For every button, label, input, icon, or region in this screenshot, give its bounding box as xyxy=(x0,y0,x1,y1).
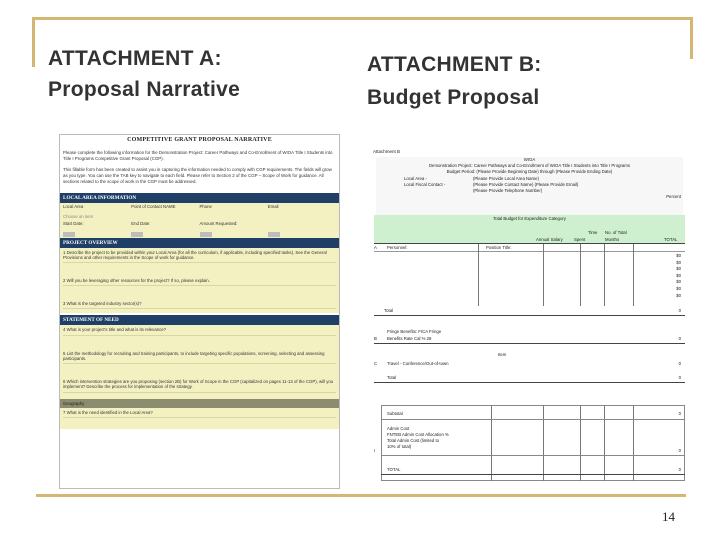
col-no-total: No. of Total xyxy=(605,230,627,235)
col-percent: Percent xyxy=(666,194,681,199)
col-divider-4 xyxy=(604,244,605,306)
col-divider-1 xyxy=(478,244,479,306)
admin-value: 0 xyxy=(678,448,681,453)
personnel-value-4: $0 xyxy=(676,272,681,278)
travel-total-value: 0 xyxy=(678,375,681,380)
budget-category-header xyxy=(374,215,685,243)
page-number: 14 xyxy=(662,509,675,524)
admin-line-2: FNTEB Admin Cost Allocation % xyxy=(387,432,449,437)
project-overview-fields xyxy=(60,248,339,314)
header-telephone xyxy=(376,188,683,194)
section-statement-of-need: STATEMENT OF NEED xyxy=(60,315,339,325)
rule-fringe xyxy=(374,343,685,344)
question-6: 6 Which intervention strategies are you proposing (section 2B) for Work of Scope in the CGP (capitalized on pages 11-13 of the CGP), will you implement? Describe the process for implementation of the strategy. xyxy=(63,379,334,390)
section-local-area: LOCAL AREA INFORMATION xyxy=(60,193,339,203)
summary-divider-2 xyxy=(543,405,544,481)
col-divider-3 xyxy=(580,244,581,306)
personnel-value-2: $0 xyxy=(676,259,681,265)
answer-4-field[interactable] xyxy=(63,335,336,347)
admin-line-1: Admin Cost xyxy=(387,426,410,431)
attachment-b-title xyxy=(367,48,542,114)
rule-grand-total xyxy=(381,474,685,475)
admin-letter: I xyxy=(374,448,376,453)
grand-total-label: TOTAL xyxy=(387,467,401,472)
col-spent: Spent xyxy=(574,237,586,242)
local-area-dropdown[interactable]: Choose an item xyxy=(63,214,94,220)
label-email: Email xyxy=(267,204,279,210)
rule-admin xyxy=(381,455,685,456)
extra-field[interactable] xyxy=(268,232,280,237)
form-intro xyxy=(63,150,336,185)
fringe-label: Fringe Benefits: FICA Fringe xyxy=(387,329,442,334)
local-area-labels-row2 xyxy=(60,220,339,231)
attachment-a-title-line1: ATTACHMENT A: xyxy=(48,47,222,70)
personnel-value-3: $0 xyxy=(676,266,681,272)
admin-cost-block xyxy=(387,426,449,450)
rule-subtotal xyxy=(381,419,685,420)
geography-bar: Geography xyxy=(60,399,339,408)
label-local-area: Local Area xyxy=(63,204,84,210)
travel-label: Travel - Conference/Out-of-town xyxy=(387,361,449,366)
answer-6-field[interactable] xyxy=(63,392,336,397)
rule-under-headers xyxy=(374,243,685,244)
admin-line-4: 10% of total) xyxy=(387,444,412,449)
question-4: 4 What is your project's title and what is its relevance? xyxy=(63,327,167,333)
budget-category-title: Total Budget for Expenditure Category xyxy=(493,216,566,221)
col-divider-5 xyxy=(633,244,634,306)
frame-right-line xyxy=(690,17,693,59)
row-b-letter: B xyxy=(374,336,377,341)
spacer xyxy=(60,185,339,193)
summary-divider-1 xyxy=(491,405,492,481)
label-end-date: End Date: xyxy=(131,220,151,226)
sheet-label: Attachment B xyxy=(373,149,401,154)
summary-divider-5 xyxy=(633,405,634,481)
label-amount-requested: Amount Requested: xyxy=(199,220,238,226)
attachment-a-title xyxy=(48,43,240,105)
section-project-overview: PROJECT OVERVIEW xyxy=(60,238,339,248)
frame-bottom-line xyxy=(36,494,686,497)
col-total: TOTAL xyxy=(664,237,678,242)
rule-personnel xyxy=(374,251,685,252)
question-7: 7 What is the need identified in the Local Area? xyxy=(63,409,153,415)
fringe-label-2: Benefits Rate Cal % 28 xyxy=(387,336,432,341)
travel-value: 0 xyxy=(678,361,681,366)
grand-total-value: 0 xyxy=(678,467,681,472)
answer-3-field[interactable] xyxy=(63,308,336,313)
fiscal-contact-label: Local Fiscal Contact - xyxy=(404,181,446,187)
question-2: 2 Will you be leveraging other resources for the project? If so, please explain. xyxy=(63,278,210,284)
rule-travel xyxy=(374,382,685,383)
fringe-value: 0 xyxy=(678,336,681,341)
sheet-header xyxy=(376,157,683,220)
row-c-letter: C xyxy=(374,361,378,366)
answer-2-field[interactable] xyxy=(63,285,336,297)
form-intro-paragraph-2: This fillable form has been created to assist you in capturing the information needed to comply with CGP requirements. The fields will grow as you type. You can use the TAB key to navigate to each field. Please refer to Section 2 of the CGP – Scope of Work for guidance. All sections related to the scope of work in the CGP must be addressed. xyxy=(63,167,332,185)
personnel-total-label: Total xyxy=(384,308,394,313)
question-3: 3 What is the targeted industry sector(s)? xyxy=(63,301,142,307)
travel-total-label: Total xyxy=(387,375,397,380)
row-a-position: Position Title: xyxy=(486,245,512,250)
personnel-value-5: $0 xyxy=(676,279,681,285)
label-phone: Phone xyxy=(199,204,212,210)
attachment-b-title-line2: Budget Proposal xyxy=(367,86,540,109)
subtotal-label: Subtotal xyxy=(387,411,403,416)
form-intro-paragraph-1: Please complete the following information for the Demonstration Project: Career Pathways and Co-Enrollment of WIOA Title I Students into Title I Programs Competitive Grant Proposal (CGP). xyxy=(63,150,333,162)
question-1: 1 Describe the project to be provided within your Local Area (for all the curriculum, if applicable, including specified tasks). See the General Provisions and other requirements in the Scope of work for guidance. xyxy=(63,249,327,260)
local-area-value[interactable]: (Please Provide Local Area Name) xyxy=(473,175,539,181)
answer-5-field[interactable] xyxy=(63,363,336,375)
local-area-fields xyxy=(60,203,339,237)
row-a-letter: A xyxy=(374,245,377,250)
summary-divider-3 xyxy=(580,405,581,481)
local-area-input-boxes xyxy=(60,231,339,238)
col-divider-2 xyxy=(543,244,544,306)
question-5: 5 List the methodology for recruiting and training participants, to include targeting specific populations, screening, selecting and assessing participants. xyxy=(63,350,325,361)
label-point-of-contact: Point of Contact NAME xyxy=(131,204,176,210)
personnel-values xyxy=(676,253,681,299)
answer-7-field[interactable] xyxy=(63,417,336,429)
rule-personnel-total xyxy=(374,315,685,316)
header-wioa: WIOA xyxy=(523,157,536,162)
col-time: Time xyxy=(588,230,598,235)
start-date-field[interactable] xyxy=(63,232,75,237)
budget-column-headers xyxy=(666,194,681,199)
personnel-value-1: $0 xyxy=(676,253,681,258)
header-project: Demonstration Project: Career Pathways and Co-Enrollment of WIOA Title I Students into Title I Programs xyxy=(428,163,631,169)
frame-top-line xyxy=(32,17,690,20)
label-empty xyxy=(268,222,336,231)
summary-divider-4 xyxy=(604,405,605,481)
local-area-label: Local Area - xyxy=(404,175,427,181)
attachment-a-title-line2: Proposal Narrative xyxy=(48,78,241,101)
admin-line-3: Total Admin Cost (limited to xyxy=(387,438,440,443)
label-start-date: Start Date: xyxy=(63,220,84,226)
item-label: Item xyxy=(498,352,507,357)
personnel-value-6: $0 xyxy=(676,285,681,291)
end-date-field[interactable] xyxy=(131,232,143,237)
header-budget-period: Budget Period: (Please Provide Beginning Date) through (Please Provide Ending Date) xyxy=(446,169,613,175)
telephone-value[interactable]: (Please Provide Telephone Number) xyxy=(473,188,543,194)
telephone-label-empty xyxy=(376,188,471,194)
form-heading: COMPETITIVE GRANT PROPOSAL NARRATIVE xyxy=(127,137,272,143)
proposal-narrative-form xyxy=(59,134,340,489)
local-area-labels-row1 xyxy=(60,203,339,214)
subtotal-value: 0 xyxy=(678,411,681,416)
budget-proposal-sheet xyxy=(371,149,687,482)
frame-left-line xyxy=(32,17,35,67)
statement-of-need-fields xyxy=(60,325,339,428)
personnel-value-7: $0 xyxy=(676,292,681,298)
fiscal-contact-value[interactable]: (Please Provide Contact Name) (Please Provide Email) xyxy=(473,181,579,187)
personnel-total-value: 0 xyxy=(678,308,681,313)
answer-1-field[interactable] xyxy=(63,262,336,274)
attachment-b-title-line1: ATTACHMENT B: xyxy=(367,53,542,76)
row-a-label: Personnel: xyxy=(387,245,408,250)
col-months: Months xyxy=(605,237,620,242)
amount-requested-field[interactable] xyxy=(200,232,212,237)
col-annual-salary: Annual Salary xyxy=(536,237,563,242)
